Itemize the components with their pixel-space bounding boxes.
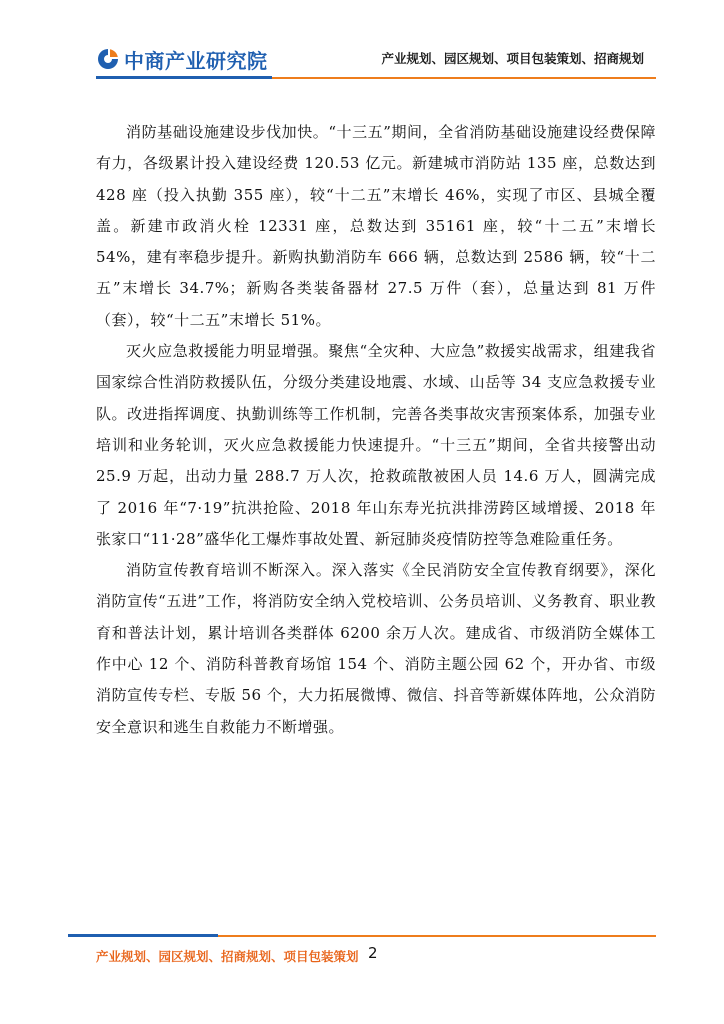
footer-rule-blue xyxy=(68,934,218,937)
header-rule-blue xyxy=(96,76,272,79)
paragraph-infrastructure: 消防基础设施建设步伐加快。“十三五”期间，全省消防基础设施建设经费保障有力，各级累计投入建设经费 120.53 亿元。新建城市消防站 135 座，总数达到 428 座（投入执勤 355 座），较“十二五”末增长 46%，实现了市区、县城全覆盖。新建市政消火栓 12331 座，总数达到 35161 座，较“十二五”末增长 54%，建有率稳步提升。新购执勤消防车 666 辆，总数达到 2586 辆，较“十二五”末增长 34.7%；新购各类装备器材 27.5 万件（套），总量达到 81 万件（套），较“十二五”末增长 51%。 xyxy=(96,123,656,329)
header-rule-orange xyxy=(272,77,656,79)
paragraph-publicity-education: 消防宣传教育培训不断深入。深入落实《全民消防安全宣传教育纲要》，深化消防宣传“五进”工作，将消防安全纳入党校培训、公务员培训、义务教育、职业教育和普法计划，累计培训各类群体 6200 余万人次。建成省、市级消防全媒体工作中心 12 个、消防科普教育场馆 154 个、消防主题公园 62 个，开办省、市级消防宣传专栏、专版 56 个，大力拓展微博、微信、抖音等新媒体阵地，公众消防安全意识和逃生自救能力不断增强。 xyxy=(96,561,656,736)
header-tagline: 产业规划、园区规划、项目包装策划、招商规划 xyxy=(381,51,644,66)
logo-mark-icon xyxy=(96,47,120,71)
paragraph-rescue-capability: 灭火应急救援能力明显增强。聚焦“全灾种、大应急”救援实战需求，组建我省国家综合性消防救援队伍，分级分类建设地震、水域、山岳等 34 支应急救援专业队。改进指挥调度、执勤训练等工作机制，完善各类事故灾害预案体系，加强专业培训和业务轮训，灭火应急救援能力快速提升。“十三五”期间，全省共接警出动 25.9 万起，出动力量 288.7 万人次，抢救疏散被困人员 14.6 万人，圆满完成了 2016 年“7·19”抗洪抢险、2018 年山东寿光抗洪排涝跨区域增援、2018 年张家口“11·28”盛华化工爆炸事故处置、新冠肺炎疫情防控等急难险重任务。 xyxy=(96,342,656,548)
footer-rule-orange xyxy=(218,935,656,937)
document-body xyxy=(96,117,656,743)
company-logo xyxy=(96,44,268,74)
page-number: 2 xyxy=(368,944,378,962)
page-header xyxy=(0,0,724,80)
footer-text: 产业规划、园区规划、招商规划、项目包装策划 xyxy=(96,949,359,964)
logo-text: 中商产业研究院 xyxy=(124,48,268,73)
